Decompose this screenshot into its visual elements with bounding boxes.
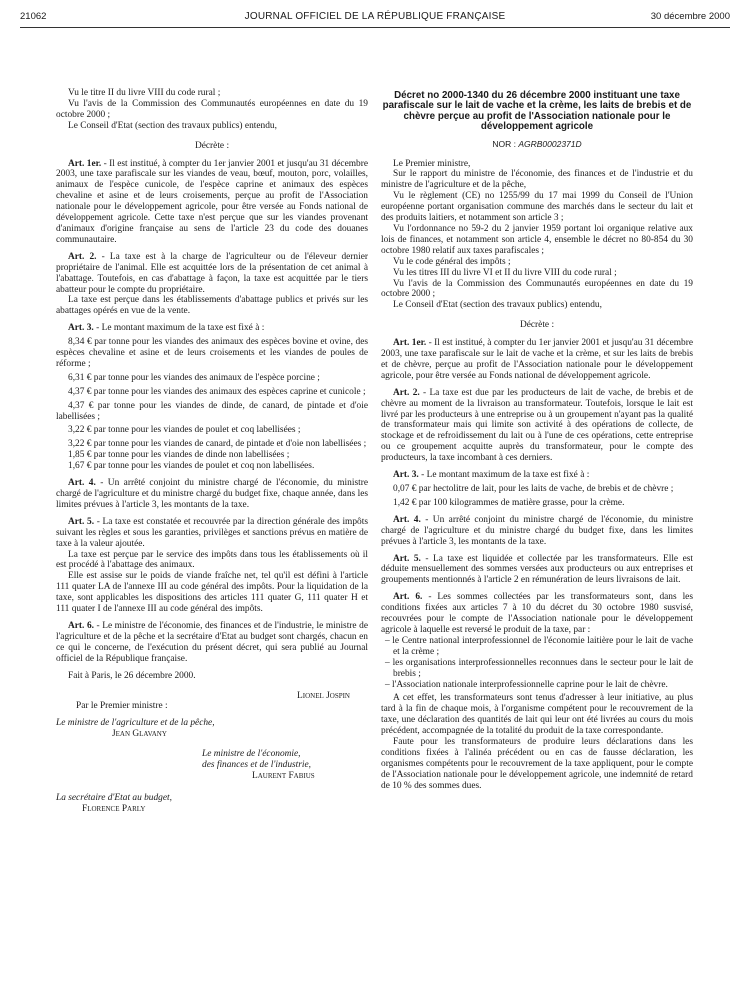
visa: Le Premier ministre, <box>393 158 471 169</box>
article-label: Art. 1er. <box>68 158 102 169</box>
page-header <box>20 11 730 28</box>
article-6 <box>56 621 368 665</box>
rate-item: 3,22 € par tonne pour les viandes de canard, de pintade et d'oie non labellisées ; <box>68 439 367 450</box>
article-label: Art. 2. <box>393 387 420 398</box>
article-label: Art. 6. <box>393 592 423 603</box>
minister-title: Le ministre de l'agriculture et de la pêche, <box>56 718 215 729</box>
minister-title: La secrétaire d'Etat au budget, <box>56 792 172 803</box>
article-text: - Les sommes collectées par les transformateurs sont, dans les conditions fixées aux articles 7 à 10 du décret du 30 octobre 1980 susvisé, recouvrées pour le compte de l'Association nationale pour le développement agricole à laquelle est reversé le produit de la taxe, par : <box>381 592 693 635</box>
visa: Sur le rapport du ministre de l'économie, des finances et de l'industrie et du ministre de l'agriculture et de la pêche, <box>381 169 693 191</box>
rate-item: 1,85 € par tonne pour les viandes de dinde non labellisées ; <box>68 450 290 461</box>
paragraph: Faute pour les transformateurs de produire leurs déclarations dans les conditions fixées à l'alinéa précédent ou en cas de fausse déclaration, les organismes compétents pour le recouvrement de la taxe appliquent, pour le compte de l'Association nationale pour le développement agricole, une indemnité de retard de 10 % des sommes dues. <box>381 737 693 791</box>
visa: Vu les titres III du livre VI et II du livre VIII du code rural ; <box>393 267 617 278</box>
article-1 <box>381 338 693 382</box>
rate-item: 0,07 € par hectolitre de lait, pour les laits de vache, de brebis et de chèvre ; <box>393 484 674 494</box>
decrete-heading: Décrète : <box>519 320 555 331</box>
nor-code: AGRB0002371D <box>518 138 582 149</box>
article-text: - Un arrêté conjoint du ministre chargé de l'économie, du ministre chargé de l'agriculture et du ministre chargé du budget fixe, chaque année, dans les limites prévues à l'article 3, les montants de la taxe. <box>56 478 368 510</box>
article-3 <box>56 323 368 334</box>
minister-title: Le ministre de l'économie, <box>202 749 301 760</box>
article-label: Art. 5. <box>68 516 95 527</box>
rate-item: 8,34 € par tonne pour les viandes des animaux des espèces bovine et ovine, des espèces chevaline et asine et de leurs croisements et les viandes de poules de réforme ; <box>56 337 368 369</box>
rate-item: 1,67 € par tonne pour les viandes de poulet et coq non labellisées. <box>68 461 315 472</box>
article-label: Art. 5. <box>393 553 421 564</box>
page-number: 21062 <box>20 11 47 22</box>
rate-item: 6,31 € par tonne pour les viandes des animaux de l'espèce porcine ; <box>68 372 320 383</box>
signature-date: Fait à Paris, le 26 décembre 2000. <box>68 670 196 681</box>
visa: Vu l'ordonnance no 59-2 du 2 janvier 1959 portant loi organique relative aux lois de finances, et notamment son article 4, ensemble le décret no 80-854 du 30 octobre 1980 relatif aux taxes parafiscales ; <box>381 223 693 256</box>
article-1 <box>56 159 368 246</box>
article-label: Art. 2. <box>68 251 97 262</box>
article-label: Art. 3. <box>393 470 419 481</box>
article-label: Art. 1er. <box>393 338 427 349</box>
article-text: - La taxe est à la charge de l'agriculteur ou de l'éleveur dernier propriétaire de l'animal. Elle est acquittée lors de la présentation de cet animal à l'abattage. Toutefois, en cas d'abattage à façon, la taxe est acquittée par le tiers abatteur pour le compte du propriétaire. <box>56 251 368 295</box>
article-6 <box>381 592 693 636</box>
minister-name: Florence Parly <box>82 803 146 814</box>
visa: Vu l'avis de la Commission des Communautés européennes en date du 19 octobre 2000 ; <box>381 278 693 300</box>
article-text: - La taxe est due par les producteurs de lait de vache, de brebis et de chèvre au moment de la livraison au transformateur. Toutefois, lorsque le lait est livré par les producteurs à une entreprise ou à un groupement n'ayant pas la qualité de transformateur mais qui limite son activité à des opérations de collecte, de stockage et de refroidissement du lait ou à l'une de ces opérations, cette entreprise ou ce groupement acquitte auprès du transformateur, pour le compte des producteurs, la taxe incombant à ces derniers. <box>381 387 693 464</box>
article-4 <box>56 478 368 511</box>
article-label: Art. 3. <box>68 323 94 334</box>
visa: Vu l'avis de la Commission des Communautés européennes en date du 19 octobre 2000 ; <box>56 98 368 120</box>
by-prime-minister: Par le Premier ministre : <box>76 701 168 712</box>
left-column <box>56 88 368 815</box>
nor-reference <box>381 139 693 150</box>
decrete-heading: Décrète : <box>194 140 230 151</box>
paragraph: Elle est assise sur le poids de viande fraîche net, tel qu'il est défini à l'article 111 quater LA de l'annexe III au code général des impôts. Pour la liquidation de la taxe, sont applicables les dispositions des articles 111 quater G, 111 quater H et 111 quater I de l'annexe III au code général des impôts. <box>56 571 368 615</box>
article-label: Art. 4. <box>393 514 421 525</box>
minister-title: des finances et de l'industrie, <box>202 760 312 771</box>
article-text: - La taxe est liquidée et collectée par les transformateurs. Elle est déduite mensuellement des sommes versées aux producteurs ou aux entreprises et groupements mentionnés à l'article 2 en rémunération de leurs livraisons de lait. <box>381 553 693 586</box>
publication-date: 30 décembre 2000 <box>650 11 730 22</box>
journal-title: JOURNAL OFFICIEL DE LA RÉPUBLIQUE FRANÇAISE <box>244 11 506 22</box>
rate-item: 1,42 € par 100 kilogrammes de matière grasse, pour la crème. <box>393 497 625 508</box>
article-text: - Le montant maximum de la taxe est fixé à : <box>93 323 265 334</box>
rate-item: 4,37 € par tonne pour les viandes des animaux des espèces caprine et cunicole ; <box>68 386 366 397</box>
paragraph: A cet effet, les transformateurs sont tenus d'adresser à leur initiative, au plus tard à la fin de chaque mois, à l'organisme compétent pour le recouvrement de la taxe, une déclaration des quantités de lait qui leur ont été livrées au cours du mois précédent, accompagnée de la totalité du produit de la taxe correspondante. <box>381 693 693 737</box>
decree-title: Décret no 2000-1340 du 26 décembre 2000 instituant une taxe parafiscale sur le lait de vache et la crème, les laits de brebis et de chèvre perçue au profit de l'Association nationale pour le développement agricole <box>382 90 692 133</box>
article-text: - Il est institué, à compter du 1er janvier 2001 et jusqu'au 31 décembre 2003, une taxe parafiscale sur les viandes de veau, bœuf, mouton, porc, volailles, animaux de l'espèce cunicole, de l'espèce caprine et animaux des espèces chevaline et asine et de leurs croisements, perçue au profit de l'Association nationale pour le développement agricole, pour être versée au Fonds national de développement agricole. Cette taxe n'est perçue que sur les viandes provenant d'animaux d'origine française au sens de l'article 23 du code des douanes communautaire. <box>56 158 369 245</box>
visa: Le Conseil d'Etat (section des travaux publics) entendu, <box>68 120 277 131</box>
article-label: Art. 4. <box>68 478 96 489</box>
visa: Vu le titre II du livre VIII du code rural ; <box>68 88 221 98</box>
visa: Le Conseil d'Etat (section des travaux publics) entendu, <box>393 300 602 311</box>
list-item: – les organisations interprofessionnelles reconnues dans le secteur pour le lait de brebis ; <box>385 657 693 679</box>
nor-label: NOR : <box>492 138 519 149</box>
article-2 <box>56 252 368 296</box>
article-text: - Il est institué, à compter du 1er janvier 2001 et jusqu'au 31 décembre 2003, une taxe parafiscale sur le lait de vache et la crème, et sur les laits de brebis et de chèvre, perçue au profit de l'Association nationale pour le développement agricole, pour être versée au Fonds national de développement agricole. <box>381 338 694 381</box>
paragraph: La taxe est perçue dans les établissements d'abattage publics et privés sur les abattages opérés en vue de la vente. <box>56 295 368 317</box>
list-item: – l'Association nationale interprofessionnelle caprine pour le lait de chèvre. <box>385 679 668 690</box>
paragraph: La taxe est perçue par le service des impôts dans tous les établissements où il est procédé à l'abattage des animaux. <box>56 549 368 571</box>
article-2 <box>381 388 693 464</box>
visa: Vu le code général des impôts ; <box>393 256 511 267</box>
article-label: Art. 6. <box>68 620 94 631</box>
article-text: - Le ministre de l'économie, des finances et de l'industrie, le ministre de l'agriculture et de la pêche et la secrétaire d'Etat au budget sont chargés, chacun en ce qui le concerne, de l'exécution du présent décret, qui sera publié au Journal officiel de la République française. <box>56 620 368 664</box>
article-text: - La taxe est constatée et recouvrée par la direction générale des impôts suivant les règles et sous les garanties, privilèges et sanctions prévus en matière de taxe à la valeur ajoutée. <box>56 516 368 549</box>
article-4 <box>381 515 693 548</box>
visa: Vu le règlement (CE) no 1255/99 du 17 mai 1999 du Conseil de l'Union européenne portant organisation commune des marchés dans le secteur du lait et des produits laitiers, et notamment son article 3 ; <box>381 191 693 224</box>
rate-item: 4,37 € par tonne pour les viandes de dinde, de canard, de pintade et d'oie labellisées ; <box>56 400 368 422</box>
prime-minister-name: Lionel Jospin <box>297 690 350 701</box>
article-3 <box>381 470 693 481</box>
list-item: – le Centre national interprofessionnel de l'économie laitière pour le lait de vache et la crème ; <box>385 635 693 657</box>
rate-item: 3,22 € par tonne pour les viandes de poulet et coq labellisées ; <box>68 425 301 436</box>
minister-name: Jean Glavany <box>112 729 167 740</box>
right-column <box>381 91 693 792</box>
article-text: - Le montant maximum de la taxe est fixé à : <box>418 470 590 481</box>
minister-name: Laurent Fabius <box>252 770 315 781</box>
article-5 <box>381 554 693 587</box>
article-5 <box>56 517 368 550</box>
article-text: - Un arrêté conjoint du ministre chargé de l'économie, du ministre chargé de l'agriculture et du ministre chargé du budget fixe, dans les limites prévues à l'article 3, les montants de la taxe. <box>381 514 693 547</box>
